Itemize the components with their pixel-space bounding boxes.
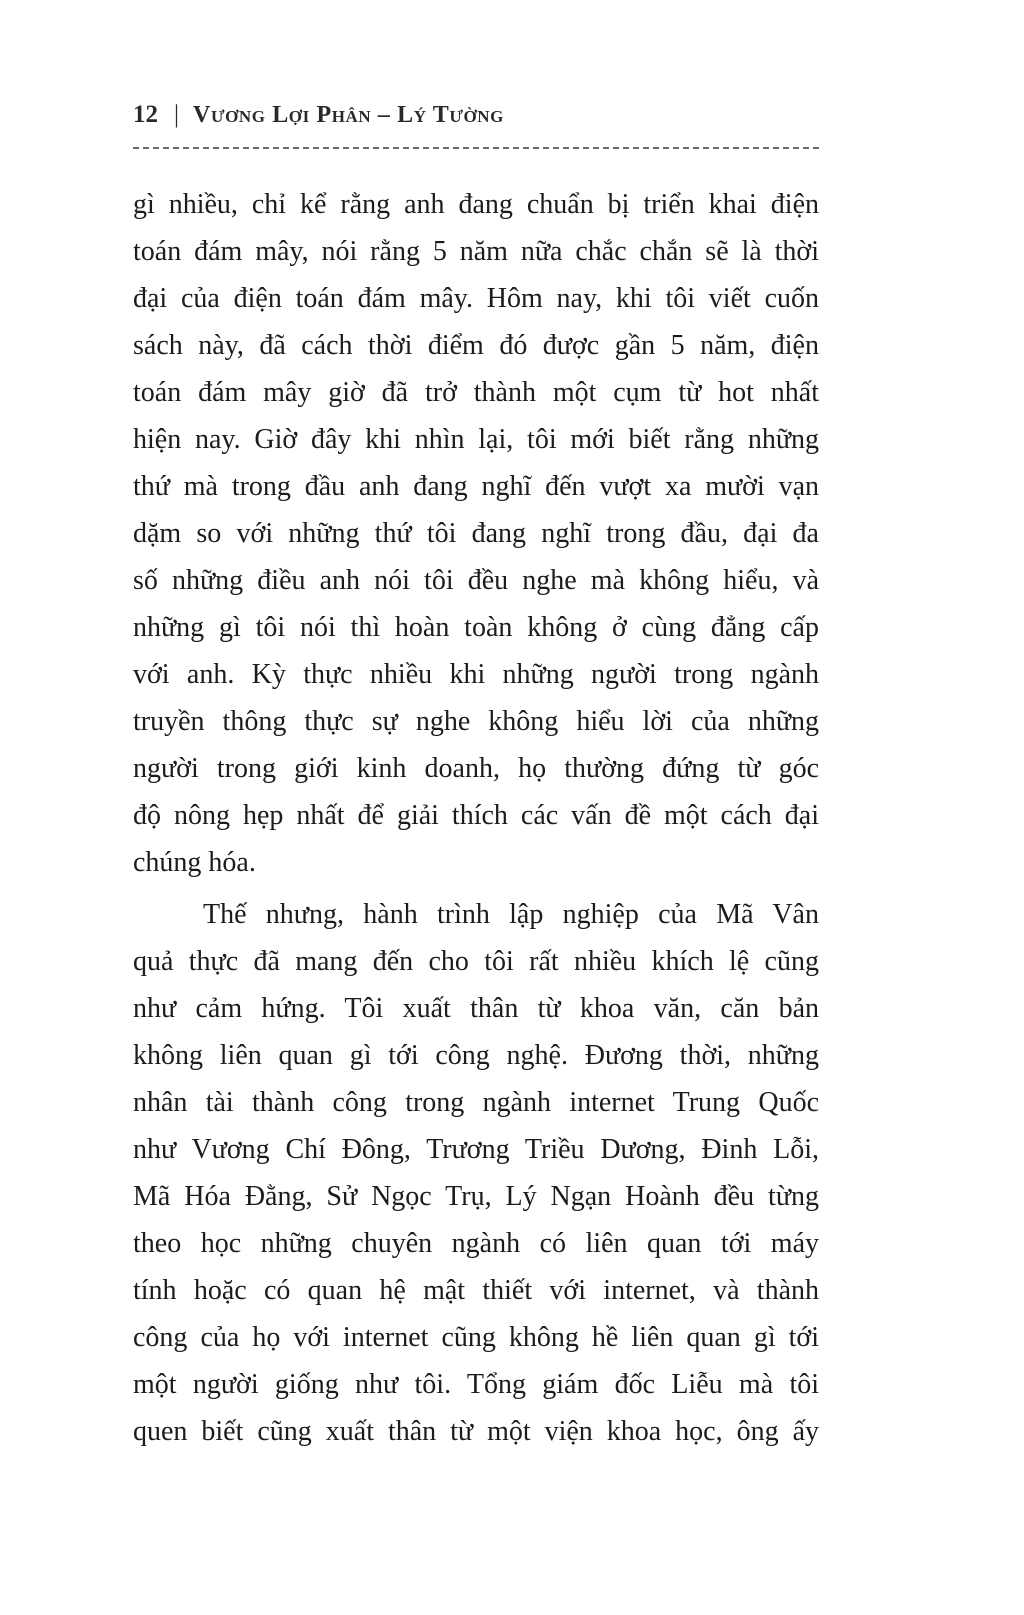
text-line: truyền thông thực sự nghe không hiểu lời của những: [133, 706, 819, 737]
header-dashed-rule: [133, 147, 819, 149]
text-line: một người giống như tôi. Tổng giám đốc Liễu mà tôi: [133, 1369, 819, 1400]
text-line: như cảm hứng. Tôi xuất thân từ khoa văn, căn bản: [133, 993, 819, 1024]
text-line: công của họ với internet cũng không hề liên quan gì tới: [133, 1322, 819, 1353]
text-line: thứ mà trong đầu anh đang nghĩ đến vượt xa mười vạn: [133, 471, 819, 502]
text-line: sách này, đã cách thời điểm đó được gần 5 năm, điện: [133, 330, 819, 361]
text-line: số những điều anh nói tôi đều nghe mà không hiểu, và: [133, 565, 819, 596]
paragraph: [133, 181, 819, 886]
text-line: toán đám mây, nói rằng 5 năm nữa chắc chắn sẽ là thời: [133, 236, 819, 267]
text-line: đại của điện toán đám mây. Hôm nay, khi tôi viết cuốn: [133, 283, 819, 314]
text-line: tính hoặc có quan hệ mật thiết với internet, và thành: [133, 1275, 819, 1306]
text-line: nhân tài thành công trong ngành internet Trung Quốc: [133, 1087, 819, 1118]
text-line: người trong giới kinh doanh, họ thường đứng từ góc: [133, 753, 819, 784]
text-line: những gì tôi nói thì hoàn toàn không ở cùng đẳng cấp: [133, 612, 819, 643]
text-line: gì nhiều, chỉ kể rằng anh đang chuẩn bị triển khai điện: [133, 189, 819, 220]
text-line: quen biết cũng xuất thân từ một viện khoa học, ông ấy: [133, 1416, 819, 1447]
text-line: độ nông hẹp nhất để giải thích các vấn đề một cách đại: [133, 800, 819, 831]
text-line: Thế nhưng, hành trình lập nghiệp của Mã Vân: [203, 899, 819, 930]
text-line: theo học những chuyên ngành có liên quan tới máy: [133, 1228, 819, 1259]
text-line: dặm so với những thứ tôi đang nghĩ trong đầu, đại đa: [133, 518, 819, 549]
text-line: như Vương Chí Đông, Trương Triều Dương, Đinh Lỗi,: [133, 1134, 819, 1165]
text-line: quả thực đã mang đến cho tôi rất nhiều khích lệ cũng: [133, 946, 819, 977]
paragraph: [133, 891, 819, 1455]
text-line: với anh. Kỳ thực nhiều khi những người trong ngành: [133, 659, 819, 690]
running-header: [133, 98, 823, 132]
text-line: toán đám mây giờ đã trở thành một cụm từ hot nhất: [133, 377, 819, 408]
text-line: chúng hóa.: [133, 847, 256, 878]
header-separator: |: [174, 101, 180, 128]
text-line: Mã Hóa Đằng, Sử Ngọc Trụ, Lý Ngạn Hoành đều từng: [133, 1181, 819, 1212]
running-title: Vương Lợi Phân – Lý Tường: [193, 101, 504, 128]
text-line: hiện nay. Giờ đây khi nhìn lại, tôi mới biết rằng những: [133, 424, 819, 455]
text-line: không liên quan gì tới công nghệ. Đương thời, những: [133, 1040, 819, 1071]
page-number: 12: [133, 101, 158, 128]
